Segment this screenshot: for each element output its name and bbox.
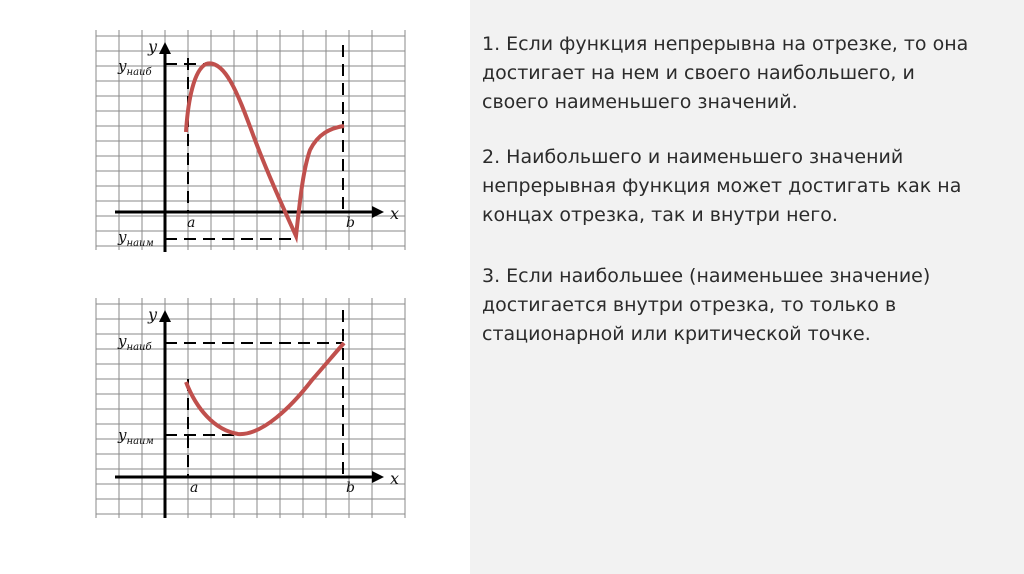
graph-2-y-axis-label: y [148, 305, 158, 324]
graph-1-curve [186, 63, 344, 236]
graph-1-ymax-sub: наиб [126, 67, 152, 78]
graph-2-curve [186, 343, 344, 434]
graph-2-ymax-sub: наиб [126, 342, 152, 353]
graph-1-ymin-sub: наим [126, 238, 154, 249]
graph-1-b-label: b [346, 215, 355, 231]
graph-2-ymin-y: y [118, 426, 127, 444]
statement-2: 2. Наибольшего и наименьшего значений непрерывная функция может достигать как на концах отрезка, так и внутри него. [482, 146, 962, 226]
graph-2-ymin-sub: наим [126, 436, 154, 447]
graph-2-ymax-label [117, 332, 152, 353]
graph-1-x-axis-label: x [390, 204, 400, 223]
graph-2-ymin-label [117, 426, 154, 447]
graph-2-ymax-y: y [118, 332, 127, 350]
graph-1-a-label: a [187, 215, 196, 231]
graph-1-grid [96, 30, 405, 250]
graph-2-b-label: b [346, 480, 355, 496]
graph-2-y-arrowhead [159, 310, 171, 322]
statement-1: 1. Если функция непрерывна на отрезке, то она достигает на нем и своего наибольшего, и своего наименьшего значений. [482, 33, 969, 113]
graph-2-grid [96, 298, 405, 518]
statement-3: 3. Если наибольшее (наименьшее значение) достигается внутри отрезка, то только в стационарной или критической точке. [482, 265, 931, 345]
graph-1-ymax-label [117, 57, 152, 78]
graph-1-y-arrowhead [159, 42, 171, 54]
graph-1 [90, 25, 410, 255]
graph-1-ymax-y: y [118, 57, 127, 75]
graph-1-y-axis-label: y [148, 37, 158, 56]
graph-2-a-label: a [190, 480, 199, 496]
graph-2-x-axis-label: x [390, 469, 400, 488]
graph-2 [90, 293, 410, 523]
graph-2-x-arrowhead [372, 471, 384, 483]
graph-1-ymin-y: y [118, 228, 127, 246]
